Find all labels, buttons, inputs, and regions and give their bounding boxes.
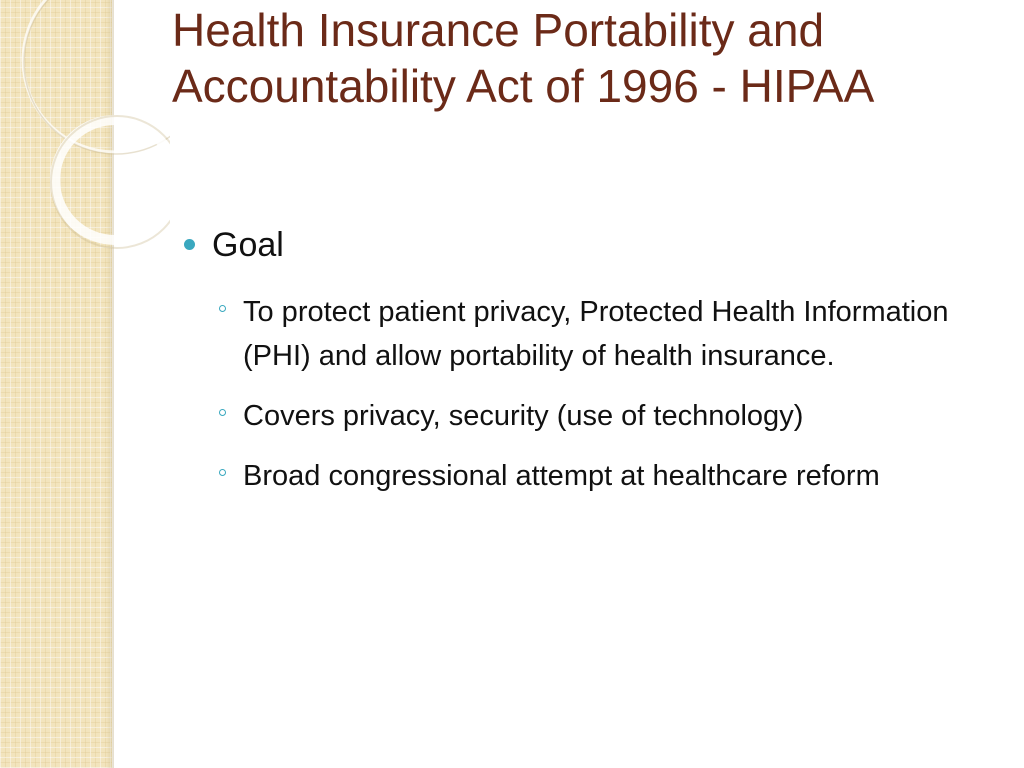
sub-bullet-reform (184, 454, 984, 498)
decorative-circles (0, 0, 170, 260)
sub-bullet-text: Covers privacy, security (use of technology) (243, 400, 804, 432)
sub-bullet-covers (184, 394, 984, 438)
goal-sub-bullets (184, 290, 984, 498)
slide-title: Health Insurance Portability and Accountability Act of 1996 - HIPAA (172, 4, 875, 112)
sub-bullet-text: Broad congressional attempt at healthcare reform (243, 460, 880, 492)
sub-bullet-ring-icon (219, 469, 226, 476)
bullet-goal (184, 222, 984, 268)
sub-bullet-privacy-goal (184, 290, 984, 378)
slide-content (184, 222, 984, 514)
sub-bullet-ring-icon (219, 409, 226, 416)
decorative-circle-small (55, 120, 170, 240)
sub-bullet-ring-icon (219, 305, 226, 312)
bullet-goal-text: Goal (212, 226, 284, 264)
bullet-dot-icon (184, 239, 195, 250)
sub-bullet-text: To protect patient privacy, Protected Health Information (PHI) and allow portability of health insurance. (243, 296, 949, 372)
